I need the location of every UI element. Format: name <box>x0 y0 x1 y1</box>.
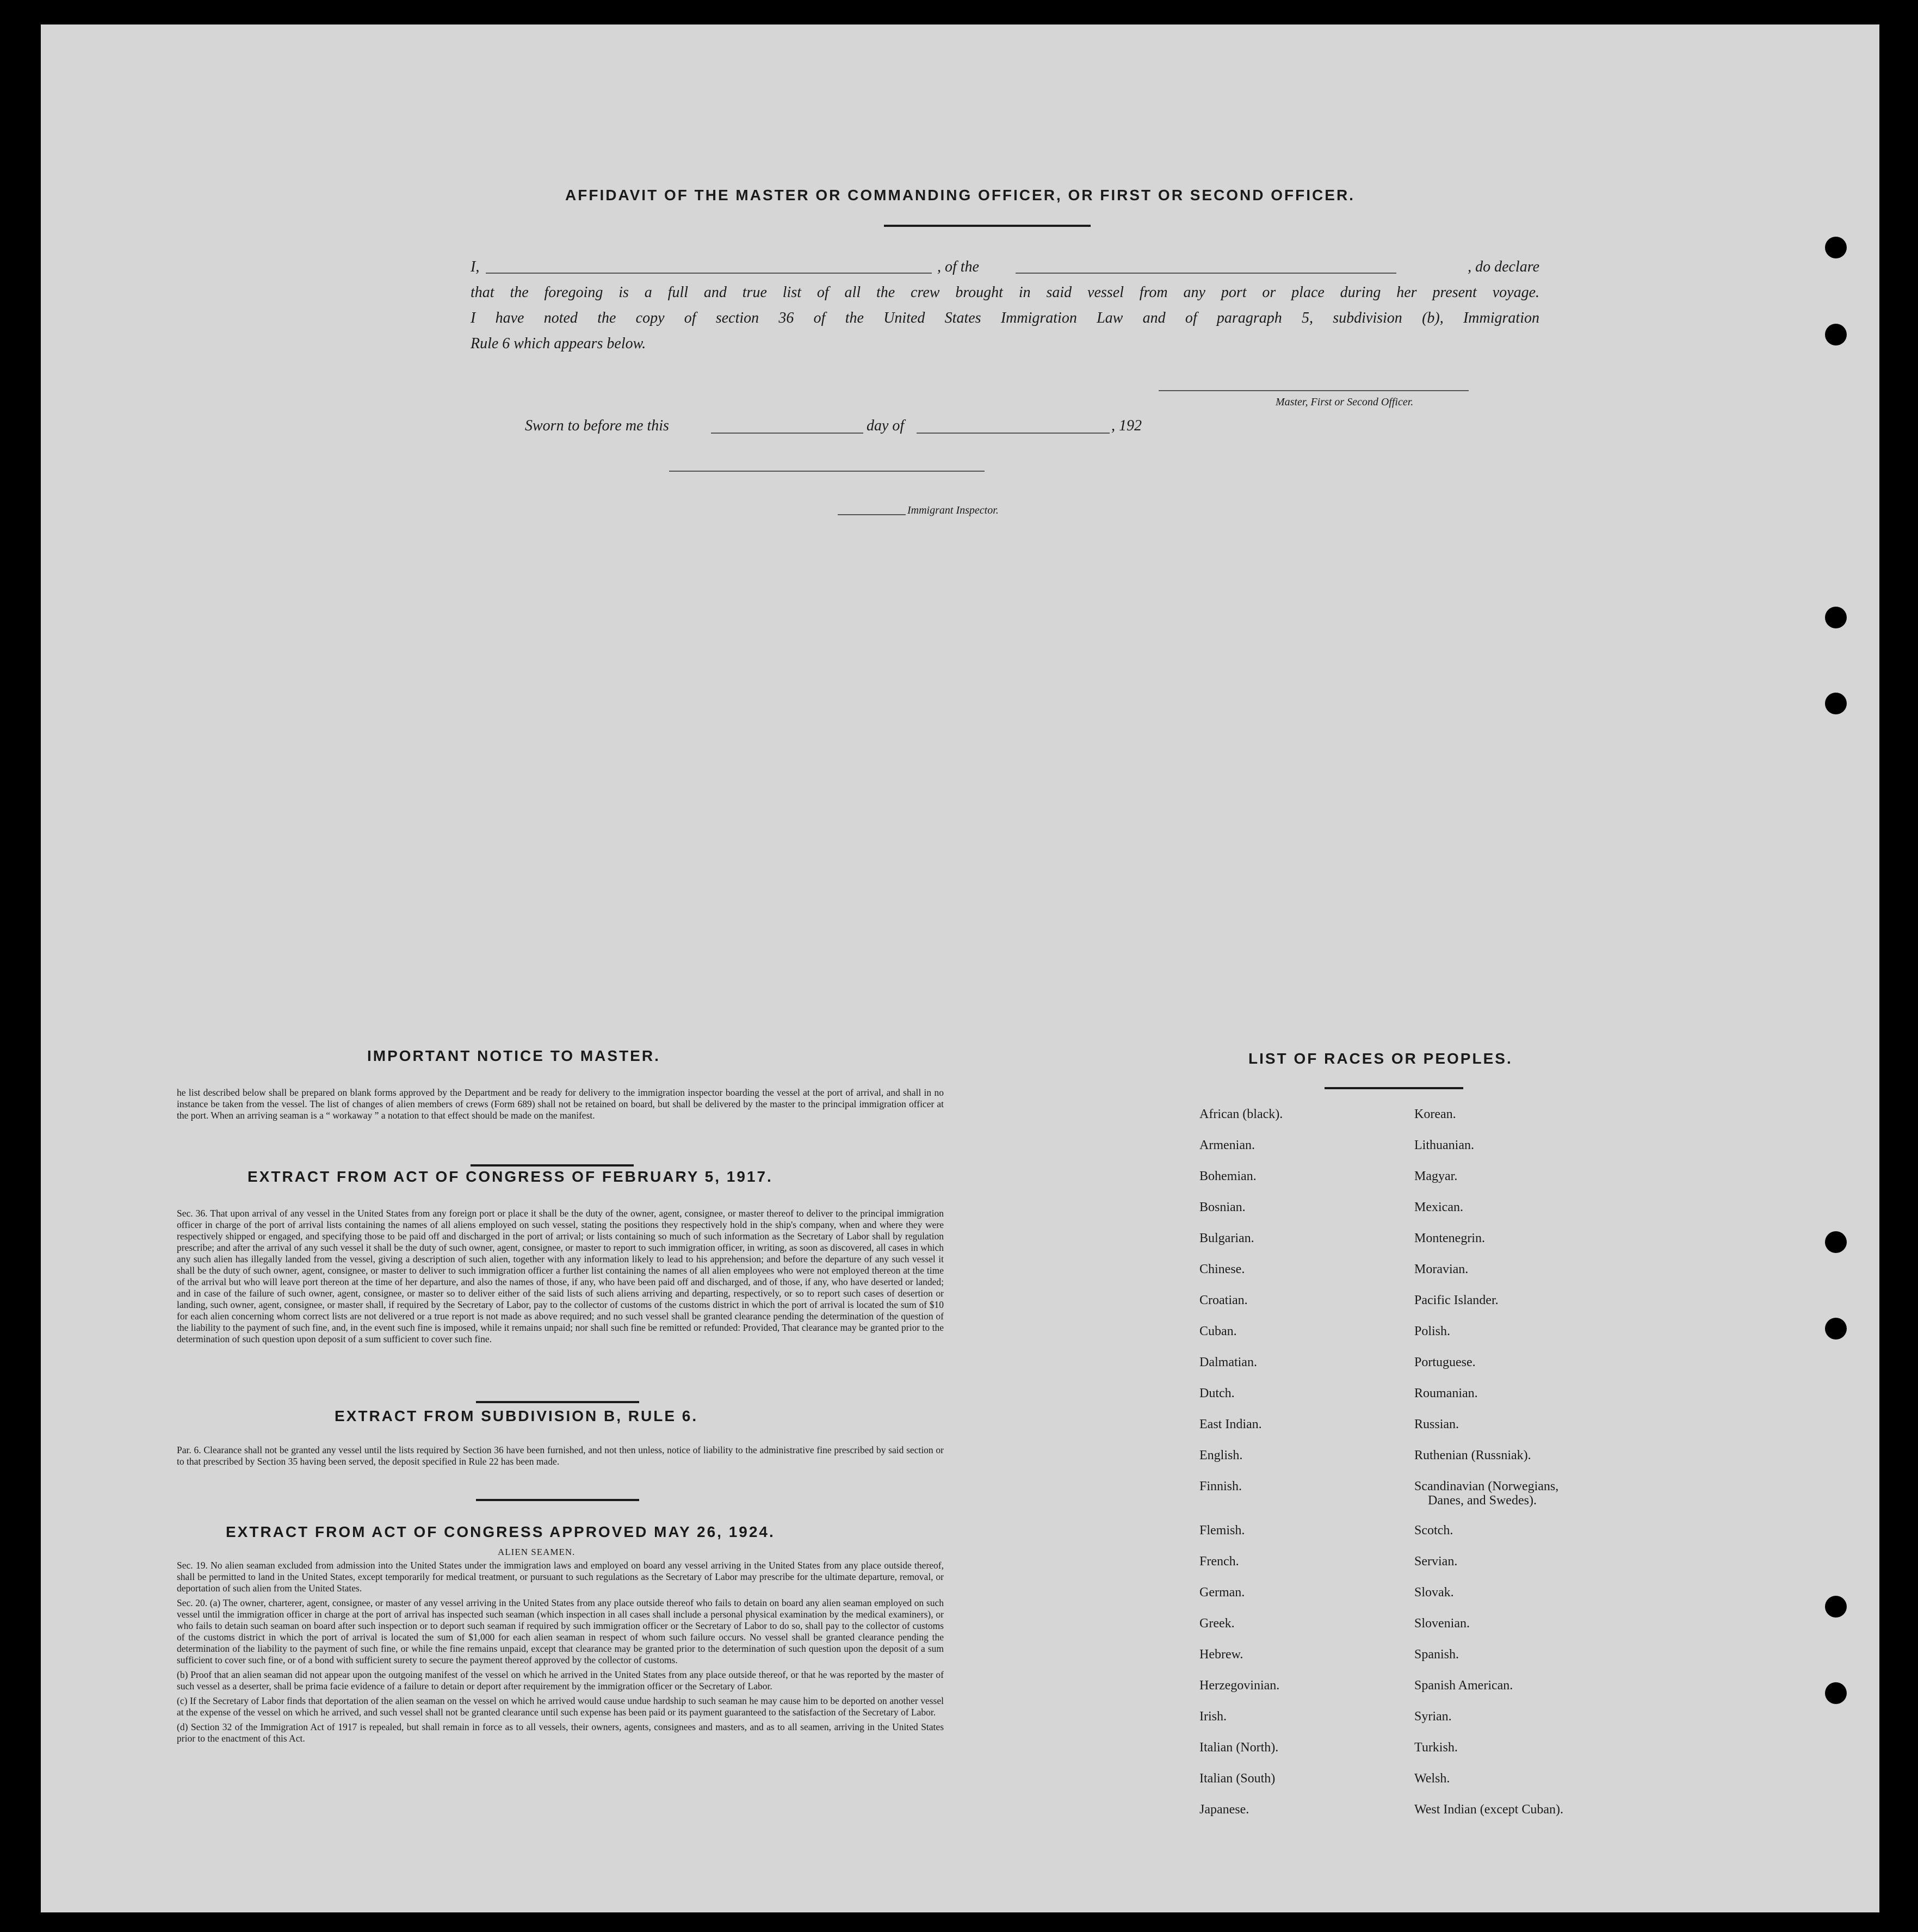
race-item: Slovenian. <box>1414 1616 1470 1631</box>
declaration-do-declare: , do declare <box>1468 258 1539 275</box>
extract-1917-title: EXTRACT FROM ACT OF CONGRESS OF FEBRUARY 5, 1917. <box>248 1168 773 1185</box>
inspector-short-line <box>838 514 906 515</box>
race-item: Japanese. <box>1199 1803 1249 1817</box>
race-item: Slovak. <box>1414 1585 1454 1600</box>
declaration-line-3: I have noted the copy of section 36 of the United States Immigration Law and of paragraph 5, subdivision (b), Immigration <box>471 310 1539 326</box>
sworn-month-blank <box>917 433 1110 434</box>
document-page <box>41 24 1879 1912</box>
inspector-signature-line <box>669 471 985 472</box>
race-item: Bosnian. <box>1199 1200 1246 1214</box>
race-item: Italian (North). <box>1199 1740 1279 1755</box>
race-item: East Indian. <box>1199 1417 1262 1431</box>
sworn-text <box>525 417 669 435</box>
race-item: Pacific Islander. <box>1414 1293 1499 1307</box>
races-underline <box>1325 1087 1463 1089</box>
race-item: Korean. <box>1414 1107 1456 1121</box>
punch-hole <box>1825 607 1847 628</box>
race-item: Bulgarian. <box>1199 1231 1254 1245</box>
title-underline <box>884 225 1091 227</box>
race-item: Russian. <box>1414 1417 1459 1431</box>
declaration-line-4: Rule 6 which appears below. <box>471 335 646 352</box>
race-item: Croatian. <box>1199 1293 1248 1307</box>
race-item: Ruthenian (Russniak). <box>1414 1448 1531 1462</box>
race-item: Lithuanian. <box>1414 1138 1474 1152</box>
inspector-label: Immigrant Inspector. <box>907 504 999 516</box>
affidavit-title: AFFIDAVIT OF THE MASTER OR COMMANDING OFFICER, OR FIRST OR SECOND OFFICER. <box>565 187 1355 203</box>
race-item: Moravian. <box>1414 1262 1469 1276</box>
declaration-line <box>471 254 1539 280</box>
race-item: Flemish. <box>1199 1523 1245 1538</box>
section-20b: (b) Proof that an alien seaman did not appear upon the outgoing manifest of the vessel on which he arrived in the United States from any place outside thereof, or that he was reported by the master of such vessel as a deserter, shall be prima facie evidence of a failure to detain or deport after requirement by the immigration officer or the Secretary of Labor. <box>177 1669 944 1692</box>
race-item: Scotch. <box>1414 1523 1453 1538</box>
race-item: Polish. <box>1414 1324 1451 1338</box>
punch-hole <box>1825 1682 1847 1704</box>
punch-hole <box>1825 237 1847 258</box>
name-blank <box>486 273 932 274</box>
sworn-day-blank <box>711 433 863 434</box>
punch-hole <box>1825 1231 1847 1253</box>
affidavit-text <box>471 254 1539 356</box>
punch-hole <box>1825 1596 1847 1618</box>
race-item: African (black). <box>1199 1107 1283 1121</box>
race-item: West Indian (except Cuban). <box>1414 1803 1563 1817</box>
race-item: Servian. <box>1414 1554 1458 1569</box>
race-item: Welsh. <box>1414 1771 1450 1786</box>
notice-title: IMPORTANT NOTICE TO MASTER. <box>367 1047 660 1064</box>
signature-line <box>1159 390 1469 391</box>
divider <box>471 1164 634 1166</box>
declaration-i: I, <box>471 258 480 275</box>
section-20d: (d) Section 32 of the Immigration Act of 1917 is repealed, but shall remain in force as to all vessels, their owners, agents, consignees and masters, and as to all seamen, arriving in the United States prior to the enactment of this Act. <box>177 1721 944 1744</box>
race-item: Scandinavian (Norwegians, <box>1414 1479 1559 1493</box>
divider <box>476 1499 639 1501</box>
punch-hole <box>1825 1318 1847 1340</box>
section-19: Sec. 19. No alien seaman excluded from admission into the United States under the immigration laws and employed on board any vessel arriving in the United States from any place outside thereof, shall be permitted to land in the United States, except temporarily for medical treatment, or pursuant to such regulations as the Secretary of Labor may prescribe for the ultimate departure, removal, or deportation of such alien from the United States. <box>177 1560 944 1594</box>
sworn-year: , 192 <box>1111 417 1142 434</box>
extract-1924-title: EXTRACT FROM ACT OF CONGRESS APPROVED MAY 26, 1924. <box>226 1523 775 1540</box>
signature-label: Master, First or Second Officer. <box>1276 396 1414 408</box>
divider <box>476 1401 639 1403</box>
extract-1917-body: Sec. 36. That upon arrival of any vessel in the United States from any foreign port or place it shall be the duty of the owner, agent, consignee, or master thereof to deliver to the principal immigration officer in charge of the port of arrival lists containing the names of all aliens employed on such vessel, stating the positions they respectively hold in the ship's company, when and where they were respectively shipped or engaged, and specifying those to be paid off and discharged in the port of arrival; or lists containing so much of such information as the Secretary of Labor shall by regulation prescribe; and after the arrival of any such vessel it shall be the duty of such owner, agent, consignee, or master to report to such immigration officer, in writing, as soon as discovered, all cases in which any such alien has illegally landed from the vessel, giving a description of such alien, together with any information likely to lead to his apprehension; and before the departure of any such vessel it shall be the duty of such owner, agent, consignee, or master to deliver to such immigration officer a further list containing the names of all alien employees who were not employed thereon at the time of the arrival but who will leave port thereon at the time of her departure, and also the names of those, if any, who have been paid off and discharged, and of those, if any, who have deserted or landed; and in case of the failure of such owner, agent, consignee, or master so to deliver either of the said lists of such aliens arriving and departing, respectively, or so to report such cases of desertion or landing, such owner, agent, consignee, or master shall, if required by the Secretary of Labor, pay to the collector of customs of the customs district in which the port of arrival is located the sum of $10 for each alien concerning whom correct lists are not delivered or a true report is not made as above required; and no such vessel shall be granted clearance pending the determination of the question of the liability to the payment of such fine, and, in the event such fine is imposed, while it remains unpaid; nor shall such fine be remitted or refunded: Provided, That clearance may be granted prior to the determination of such question upon deposit of a sum sufficient to cover such fine. <box>177 1208 944 1344</box>
races-title: LIST OF RACES OR PEOPLES. <box>1248 1050 1513 1067</box>
race-item: Herzegovinian. <box>1199 1678 1280 1693</box>
race-item: English. <box>1199 1448 1243 1462</box>
race-item: French. <box>1199 1554 1239 1569</box>
race-item: Mexican. <box>1414 1200 1463 1214</box>
race-item: Danes, and Swedes). <box>1428 1493 1537 1508</box>
punch-hole <box>1825 324 1847 345</box>
section-20a: Sec. 20. (a) The owner, charterer, agent, consignee, or master of any vessel arriving in the United States from any place outside thereof who fails to detain on board any alien seaman employed on such vessel until the immigration officer in charge at the port of arrival has inspected such seaman (which inspection in all cases shall include a personal physical examination by the medical examiners), or who fails to detain such seaman on board after such inspection or to deport such seaman if required by such immigration officer or the Secretary of Labor to do so, shall pay to the collector of customs of the customs district in which the port of arrival is located the sum of $1,000 for each alien seaman in respect of whom such failure occurs. No vessel shall be granted clearance pending the determination of the liability to the payment of such fine, or while the fine remains unpaid, except that clearance may be granted prior to the determination of such question upon the deposit of a sum sufficient to cover such fine, or of a bond with sufficient surety to secure the payment thereof approved by the collector of customs. <box>177 1597 944 1665</box>
rule-6-title: EXTRACT FROM SUBDIVISION B, RULE 6. <box>335 1408 698 1424</box>
race-item: Chinese. <box>1199 1262 1245 1276</box>
extract-1924-body <box>177 1560 944 1744</box>
race-item: Dalmatian. <box>1199 1355 1257 1369</box>
sworn-day-of: day of <box>867 417 905 434</box>
race-item: Roumanian. <box>1414 1386 1478 1400</box>
race-item: Cuban. <box>1199 1324 1237 1338</box>
race-item: German. <box>1199 1585 1245 1600</box>
race-item: Turkish. <box>1414 1740 1458 1755</box>
declaration-of-the: , of the <box>937 258 979 275</box>
race-item: Italian (South) <box>1199 1771 1276 1786</box>
race-item: Dutch. <box>1199 1386 1235 1400</box>
alien-seamen-subtitle: ALIEN SEAMEN. <box>498 1547 576 1557</box>
rule-6-body: Par. 6. Clearance shall not be granted any vessel until the lists required by Section 36 have been furnished, and not then unless, notice of liability to the administrative fine prescribed by said section or to that prescribed by Section 35 having been served, the deposit specified in Rule 22 has been made. <box>177 1445 944 1467</box>
punch-hole <box>1825 693 1847 714</box>
race-item: Armenian. <box>1199 1138 1255 1152</box>
race-item: Irish. <box>1199 1709 1227 1724</box>
race-item: Spanish American. <box>1414 1678 1513 1693</box>
race-item: Montenegrin. <box>1414 1231 1485 1245</box>
race-item: Bohemian. <box>1199 1169 1257 1183</box>
race-item: Hebrew. <box>1199 1647 1243 1662</box>
race-item: Syrian. <box>1414 1709 1452 1724</box>
notice-body: he list described below shall be prepared on blank forms approved by the Department and be ready for delivery to the immigration inspector boarding the vessel at the port of arrival, and shall in no instance be taken from the vessel. The list of changes of alien members of crews (Form 689) shall not be retained on board, but shall be delivered by the master to the principal immigration officer at the port. When an arriving seaman is a “ workaway ” a notation to that effect should be made on the manifest. <box>177 1087 944 1121</box>
race-item: Greek. <box>1199 1616 1235 1631</box>
vessel-blank <box>1016 273 1396 274</box>
race-item: Portuguese. <box>1414 1355 1476 1369</box>
race-item: Spanish. <box>1414 1647 1459 1662</box>
race-item: Finnish. <box>1199 1479 1242 1493</box>
section-20c: (c) If the Secretary of Labor finds that deportation of the alien seaman on the vessel on which he arrived would cause undue hardship to such seaman he may cause him to be deported on another vessel at the expense of the vessel on which he arrived, and such vessel shall not be granted clearance until such expense has been paid or its payment guaranteed to the satisfaction of the Secretary of Labor. <box>177 1695 944 1718</box>
declaration-line-2: that the foregoing is a full and true list of all the crew brought in said vessel from any port or place during her present voyage. <box>471 284 1539 301</box>
sworn-label: Sworn to before me this <box>525 417 669 434</box>
race-item: Magyar. <box>1414 1169 1458 1183</box>
